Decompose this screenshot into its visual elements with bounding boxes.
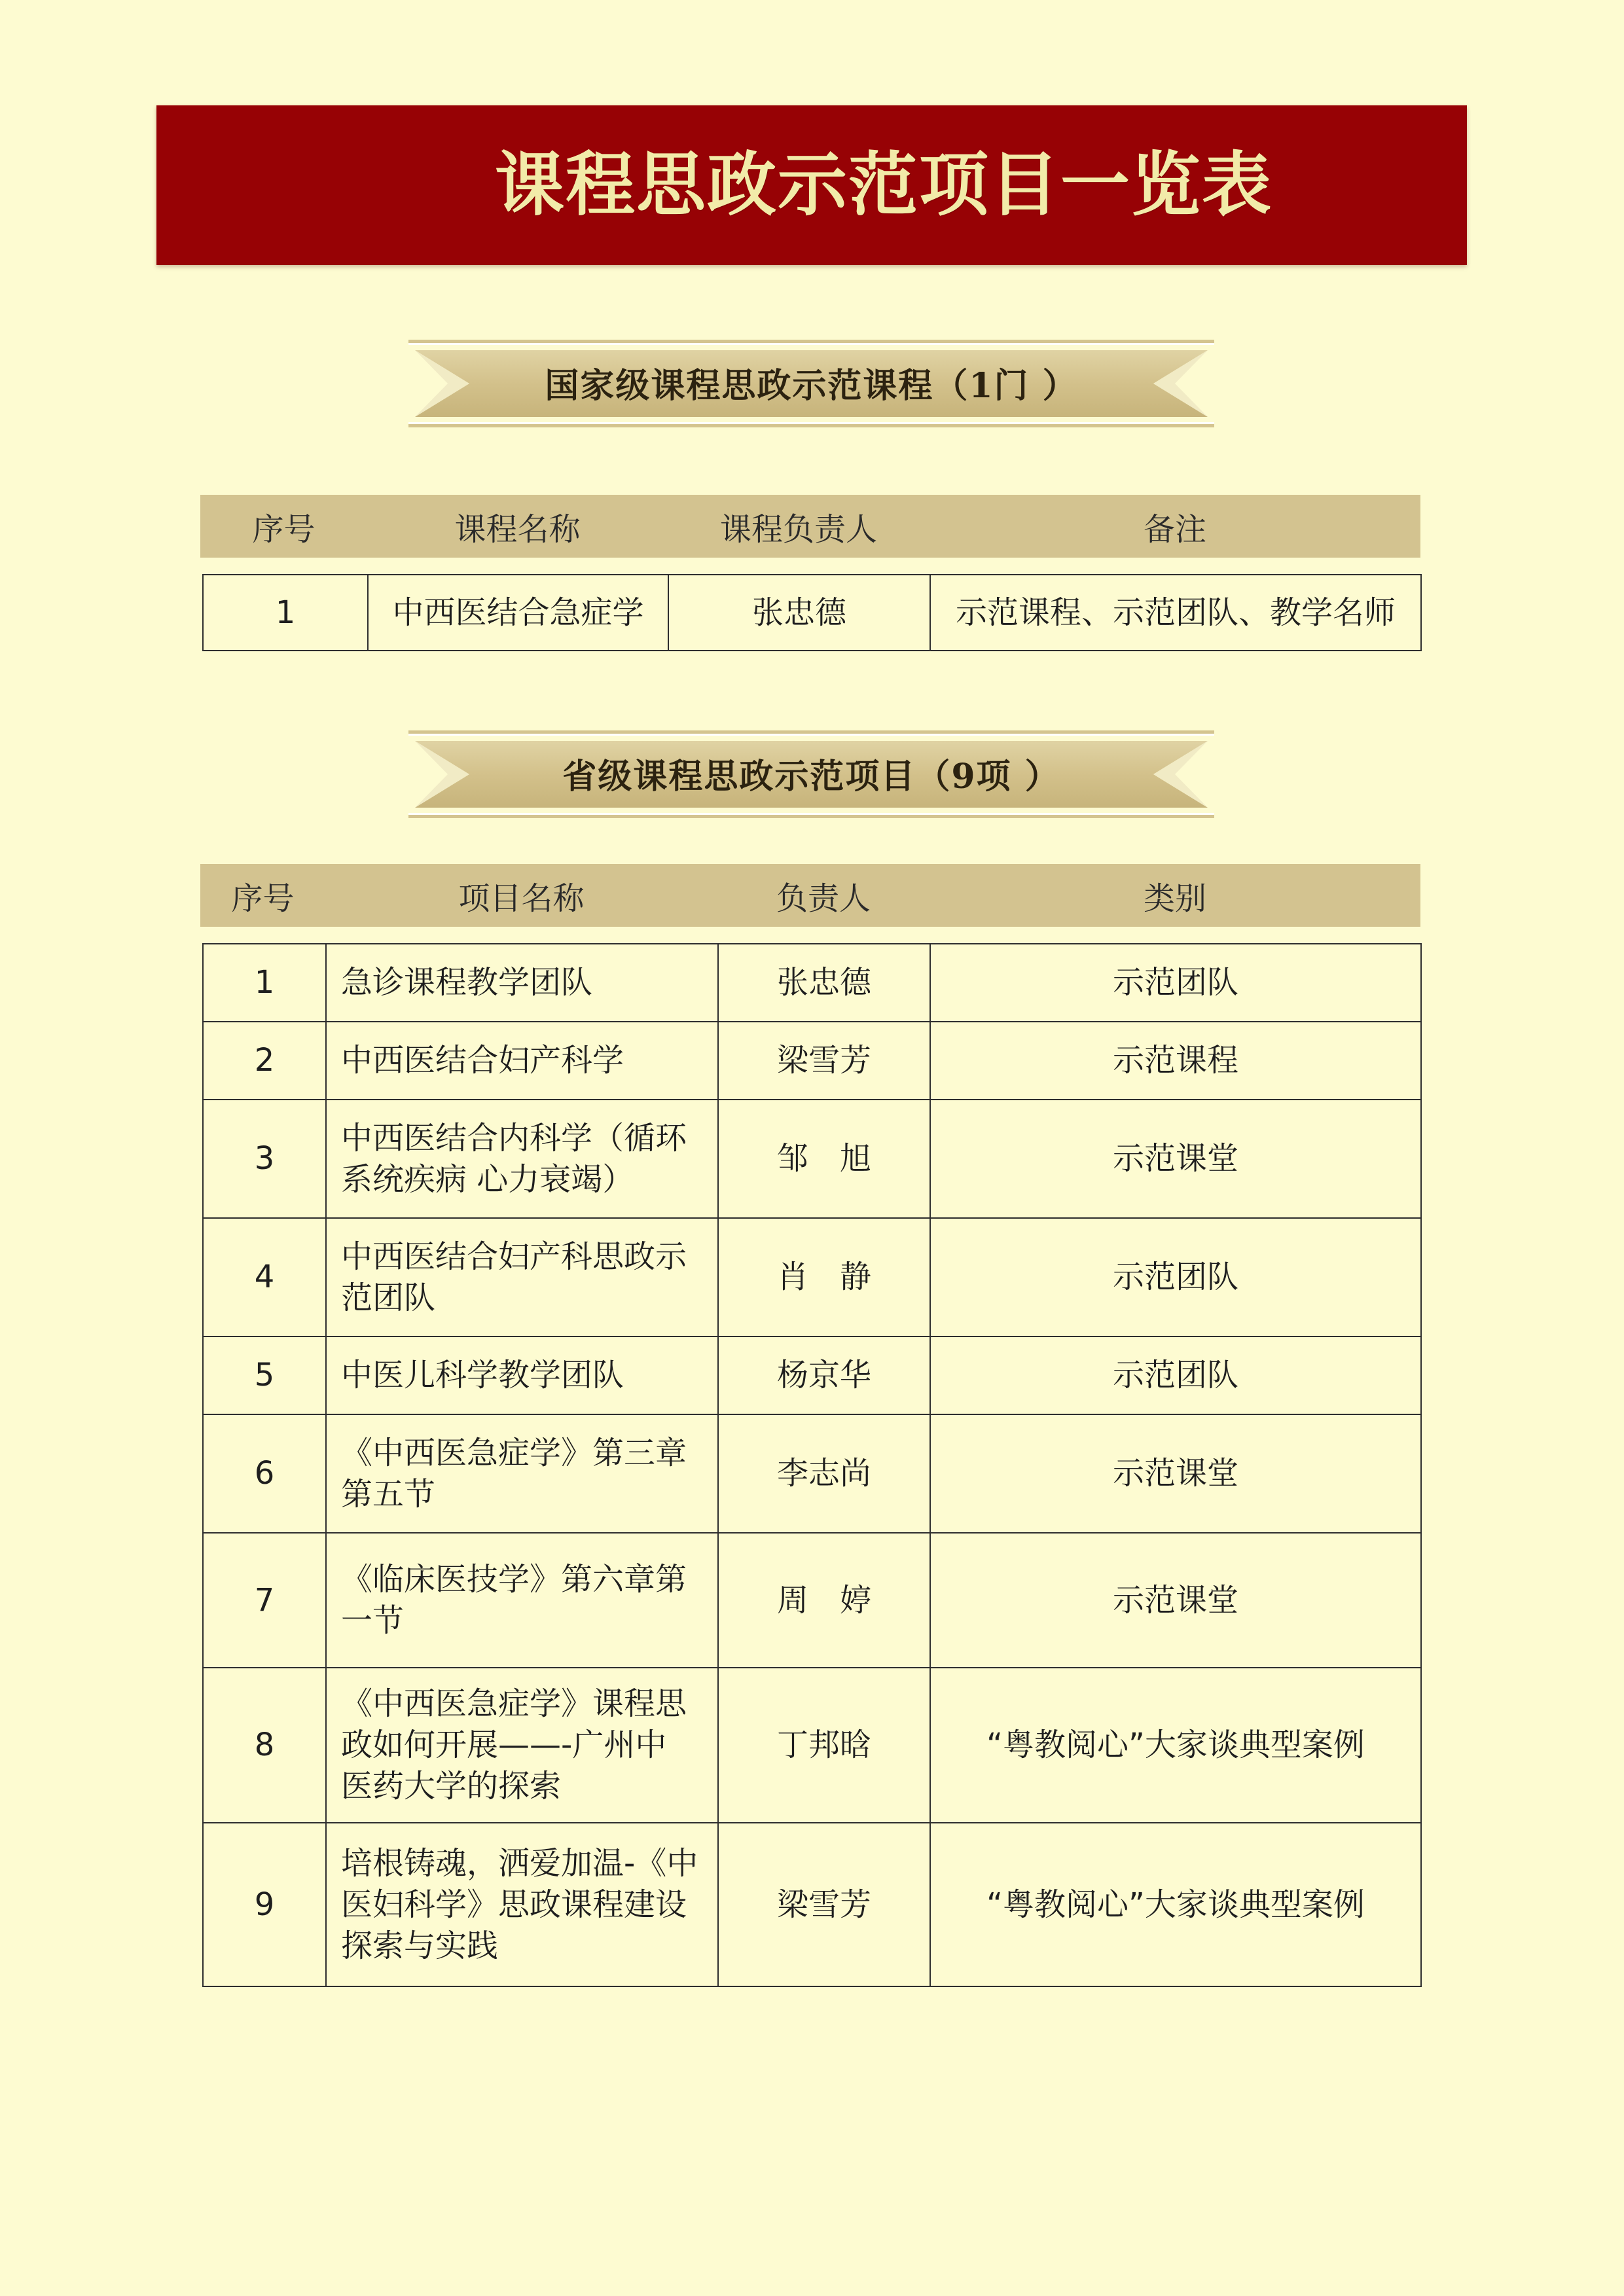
table-row [203,1022,1421,1100]
cell-category: 示范团队 [930,1336,1421,1414]
header-row [200,495,1420,558]
cell-no: 6 [203,1414,326,1533]
cell-project-name: 培根铸魂，洒爱加温-《中医妇科学》思政课程建设探索与实践 [326,1823,718,1986]
cell-project-name: 中医儿科学教学团队 [326,1336,718,1414]
cell-no: 4 [203,1218,326,1336]
cell-leader: 张忠德 [718,944,930,1022]
column-header-leader: 课程负责人 [719,511,877,548]
column-header-course-name: 课程名称 [454,511,581,548]
cell-project-name: 中西医结合妇产科思政示范团队 [326,1218,718,1336]
table-header-national [200,495,1420,558]
cell-leader: 张忠德 [668,575,930,651]
section-heading-text: 国家级课程思政示范课程（1门 ） [545,366,1078,406]
table-national [202,574,1422,651]
cell-project-name: 《中西医急症学》第三章第五节 [326,1414,718,1533]
column-header-project-name: 项目名称 [458,880,585,917]
cell-category: 示范团队 [930,944,1421,1022]
cell-leader: 梁雪芳 [718,1022,930,1100]
column-header-category: 类别 [1143,880,1206,917]
column-header-note: 备注 [1143,511,1206,548]
table-row [203,1218,1421,1336]
table-row [203,1336,1421,1414]
table-row [203,944,1421,1022]
table-row [203,1668,1421,1823]
cell-no: 2 [203,1022,326,1100]
cell-no: 3 [203,1100,326,1218]
column-header-leader: 负责人 [776,880,871,917]
cell-category: 示范团队 [930,1218,1421,1336]
cell-no: 7 [203,1533,326,1668]
cell-project-name: 《中西医急症学》课程思政如何开展——-广州中医药大学的探索 [326,1668,718,1823]
cell-project-name: 中西医结合内科学（循环系统疾病 心力衰竭） [326,1100,718,1218]
cell-leader: 周 婷 [718,1533,930,1668]
cell-leader: 杨京华 [718,1336,930,1414]
section-heading-national [408,340,1214,427]
cell-no: 5 [203,1336,326,1414]
table-row [203,1533,1421,1668]
cell-no: 8 [203,1668,326,1823]
cell-leader: 梁雪芳 [718,1823,930,1986]
page-title: 课程思政示范项目一览表 [495,145,1272,225]
column-header-no: 序号 [231,880,295,917]
cell-category: 示范课堂 [930,1414,1421,1533]
cell-category: “粤教阅心”大家谈典型案例 [930,1668,1421,1823]
cell-no: 9 [203,1823,326,1986]
cell-leader: 肖 静 [718,1218,930,1336]
cell-no: 1 [203,944,326,1022]
cell-project-name: 中西医结合妇产科学 [326,1022,718,1100]
cell-category: 示范课程 [930,1022,1421,1100]
cell-no: 1 [203,575,368,651]
cell-leader: 邹 旭 [718,1100,930,1218]
cell-course-name: 中西医结合急症学 [368,575,668,651]
section-heading-text: 省级课程思政示范项目（9项 ） [562,757,1060,797]
cell-category: 示范课堂 [930,1100,1421,1218]
column-header-no: 序号 [252,511,316,548]
header-row [200,864,1420,927]
cell-note: 示范课程、示范团队、教学名师 [930,575,1421,651]
title-banner [156,105,1467,265]
cell-project-name: 急诊课程教学团队 [326,944,718,1022]
table-row [203,1100,1421,1218]
table-header-provincial [200,864,1420,927]
cell-category: 示范课堂 [930,1533,1421,1668]
cell-leader: 李志尚 [718,1414,930,1533]
table-row [203,1823,1421,1986]
cell-leader: 丁邦晗 [718,1668,930,1823]
table-row [203,575,1421,651]
table-provincial [202,943,1422,1987]
cell-category: “粤教阅心”大家谈典型案例 [930,1823,1421,1986]
section-heading-provincial [408,730,1214,818]
cell-project-name: 《临床医技学》第六章第一节 [326,1533,718,1668]
table-row [203,1414,1421,1533]
